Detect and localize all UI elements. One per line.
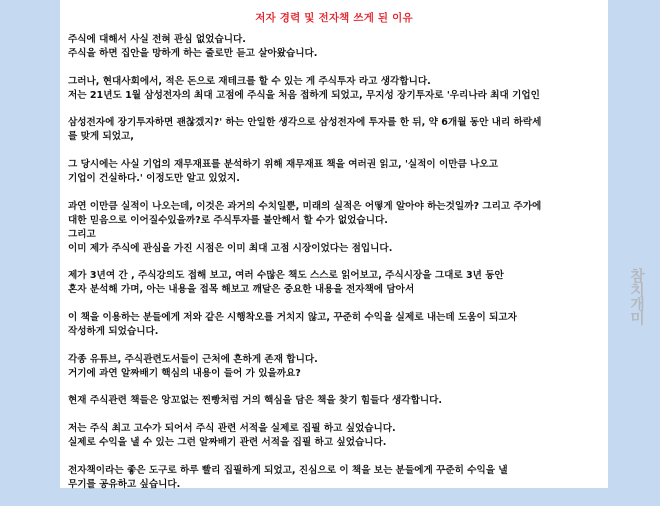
text-line: 제가 3년여 간 , 주식강의도 접해 보고, 여러 수많은 책도 스스로 읽어보고, 주식시장을 그대로 3년 동안 [68,270,504,282]
paragraph [68,75,598,103]
text-line: 기업이 건실하다.' 이정도만 알고 있었지. [68,173,240,185]
text-line: 거기에 과연 알짜배기 핵심의 내용이 들어 가 있을까요? [68,367,301,379]
text-line: 그리고 [68,228,96,240]
text-line: 실제로 수익을 낼 수 있는 그런 알짜배기 관련 서적을 집필 하고 싶었습니다. [68,437,387,449]
watermark-text: 참치개미 [628,268,646,324]
text-line: 이 책을 이용하는 분들에게 저와 같은 시행착오를 거치지 않고, 꾸준히 수익을 실제로 내는데 도움이 되고자 [68,312,517,324]
text-line: 그러나, 현대사회에서, 적은 돈으로 재테크를 할 수 있는 게 주식투자 라고 생각합니다. [68,75,431,87]
paragraph [68,33,598,61]
text-line: 주식을 하면 집안을 망하게 하는 줄로만 듣고 살아왔습니다. [68,47,318,59]
document-title: 저자 경력 및 전자책 쓰게 된 이유 [255,12,413,24]
paragraph [68,394,598,408]
text-line: 무기를 공유하고 싶습니다. [68,478,181,490]
text-line: 그 당시에는 사실 기업의 재무재표를 분석하기 위해 재무재표 책을 여러권 읽고, '실적이 이만큼 나오고 [68,159,498,171]
text-line: 를 맞게 되었고, [68,131,134,143]
text-line: 주식에 대해서 사실 전혀 관심 없었습니다. [68,34,246,45]
document-body [68,33,598,506]
text-line: 각종 유튜브, 주식관련도서들이 근처에 흔하게 존재 합니다. [68,353,318,365]
text-line: 현재 주식관련 책들은 앙꼬없는 찐빵처럼 거의 핵심을 담은 책을 찾기 힘들다 생각합니다. [68,395,443,407]
text-line: 혼자 분석해 가며, 아는 내용을 접목 해보고 깨달은 중요한 내용을 전자책에 담아서 [68,284,415,296]
text-line: 과연 이만큼 실적이 나오는데, 이것은 과거의 수치일뿐, 미래의 실적은 어떻게 알아야 하는것일까? 그리고 주가에 [68,200,542,212]
paragraph [68,200,598,256]
text-line: 삼성전자에 장기투자하면 괜찮겠지?' 하는 안일한 생각으로 삼성전자에 투자를 한 뒤, 약 6개월 동안 내리 하락세 [68,117,542,129]
text-line: 작성하게 되었습니다. [68,325,159,337]
text-line: 저는 주식 최고 고수가 되어서 주식 관련 서적을 실제로 집필 하고 싶었습니다. [68,423,396,435]
document-panel [60,0,608,488]
paragraph [68,311,598,339]
text-line: 대한 믿음으로 이어질수있을까?로 주식투자를 불안해서 할 수가 없었습니다. [68,214,388,226]
paragraph [68,269,598,297]
paragraph [68,158,598,186]
paragraph [68,353,598,381]
paragraph [68,422,598,450]
paragraph [68,116,598,144]
text-line: 저는 21년도 1월 삼성전자의 최대 고점에 주식을 처음 접하게 되었고, 무지성 장기투자로 '우리나라 최대 기업인 [68,89,540,101]
text-line: 이미 제가 주식에 관심을 가진 시점은 이미 최대 고점 시장이었다는 점입니다. [68,242,393,254]
text-line: 전자책이라는 좋은 도구로 하루 빨리 집필하게 되었고, 진심으로 이 책을 보는 분들에게 꾸준히 수익을 낼 [68,464,508,476]
